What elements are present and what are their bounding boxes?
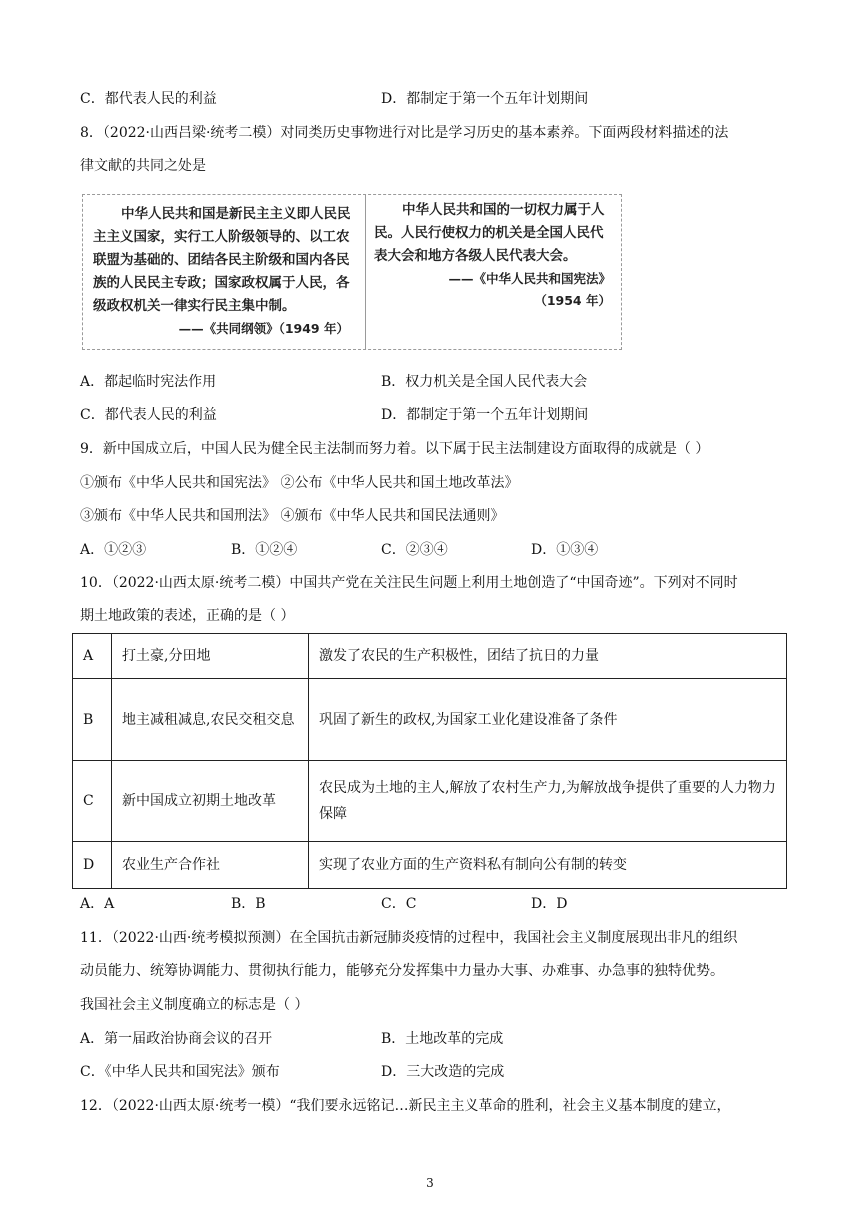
q10-row-effect: 巩固了新生的政权,为国家工业化建设准备了条件	[309, 679, 787, 761]
q11-option-b: B．土地改革的完成	[381, 1031, 504, 1047]
q11-stem-line2: 动员能力、统筹协调能力、贯彻执行能力，能够充分发挥集中力量办大事、办难事、办急事的独特优势。	[80, 963, 724, 979]
q11-option-c: C．《中华人民共和国宪法》颁布	[80, 1064, 280, 1080]
q8-passage-left-source: ——《共同纲领》（1949 年）	[178, 321, 349, 336]
q10-option-d: D．D	[531, 896, 568, 912]
q10-row-policy: 打土豪,分田地	[112, 634, 309, 679]
q8-stem-line1: 8．（2022·山西吕梁·统考二模）对同类历史事物进行对比是学习历史的基本素养。下面两段材料描述的法	[80, 125, 729, 141]
q10-row-letter: D	[73, 842, 112, 889]
q10-row-letter: C	[73, 761, 112, 842]
q8-option-c: C．都代表人民的利益	[80, 407, 217, 423]
q8-option-d: D．都制定于第一个五年计划期间	[381, 407, 589, 423]
q10-option-c: C．C	[381, 896, 417, 912]
table-row	[73, 634, 787, 679]
table-row	[73, 842, 787, 889]
q8-stem-line2: 律文献的共同之处是	[80, 158, 206, 174]
q8-passage-box	[82, 194, 622, 350]
q10-row-letter: B	[73, 679, 112, 761]
table-row	[73, 761, 787, 842]
q8-passage-right-year: （1954 年）	[534, 293, 611, 308]
q9-items-line2: ③颁布《中华人民共和国刑法》 ④颁布《中华人民共和国民法通则》	[80, 508, 505, 524]
q8-option-b: B．权力机关是全国人民代表大会	[381, 374, 588, 390]
q11-option-a: A．第一届政治协商会议的召开	[80, 1031, 273, 1047]
q10-option-a: A．A	[80, 896, 115, 912]
q8-passage-left-text: 中华人民共和国是新民主主义即人民民主主义国家，实行工人阶级领导的、以工农联盟为基础的、团结各民主阶级和国内各民族的人民民主专政；国家政权属于人民，各级政权机关一律实行民主集中制。	[93, 206, 351, 314]
q10-table	[72, 633, 787, 889]
q10-row-policy: 农业生产合作社	[112, 842, 309, 889]
table-row	[73, 679, 787, 761]
q12-stem-line1: 12．（2022·山西太原·统考一模）“我们要永远铭记…新民主主义革命的胜利，社会主义基本制度的建立，	[80, 1098, 731, 1114]
q10-option-b: B．B	[231, 896, 266, 912]
q8-passage-right-source: ——《中华人民共和国宪法》	[448, 271, 611, 286]
q10-row-letter: A	[73, 634, 112, 679]
q7-option-c: C．都代表人民的利益	[80, 91, 217, 107]
q9-option-a: A．①②③	[80, 542, 147, 558]
page-number: 3	[426, 1176, 434, 1190]
q9-stem: 9．新中国成立后，中国人民为健全民主法制而努力着。以下属于民主法制建设方面取得的成就是（ ）	[80, 441, 710, 457]
q10-row-effect: 农民成为土地的主人,解放了农村生产力,为解放战争提供了重要的人力物力保障	[309, 761, 787, 842]
q10-stem-line2: 期土地政策的表述，正确的是（ ）	[80, 608, 295, 624]
q10-row-policy: 地主减租减息,农民交租交息	[112, 679, 309, 761]
q8-passage-right-text: 中华人民共和国的一切权力属于人民。人民行使权力的机关是全国人民代表大会和地方各级人民代表大会。	[374, 202, 605, 264]
q10-row-effect: 激发了农民的生产积极性，团结了抗日的力量	[309, 634, 787, 679]
q8-passage-left	[83, 195, 366, 349]
q10-row-effect: 实现了农业方面的生产资料私有制向公有制的转变	[309, 842, 787, 889]
q9-option-d: D．①③④	[531, 542, 599, 558]
q11-option-d: D．三大改造的完成	[381, 1064, 505, 1080]
q8-option-a: A．都起临时宪法作用	[80, 374, 217, 390]
q11-stem-line1: 11．（2022·山西·统考模拟预测）在全国抗击新冠肺炎疫情的过程中，我国社会主义制度展现出非凡的组织	[80, 930, 738, 946]
q10-stem-line1: 10．（2022·山西太原·统考二模）中国共产党在关注民生问题上利用土地创造了“中国奇迹”。下列对不同时	[80, 575, 738, 591]
q9-option-c: C．②③④	[381, 542, 448, 558]
q10-row-policy: 新中国成立初期土地改革	[112, 761, 309, 842]
q7-option-d: D．都制定于第一个五年计划期间	[381, 91, 589, 107]
q11-stem-line3: 我国社会主义制度确立的标志是（ ）	[80, 997, 309, 1013]
q9-items-line1: ①颁布《中华人民共和国宪法》 ②公布《中华人民共和国土地改革法》	[80, 475, 519, 491]
q9-option-b: B．①②④	[231, 542, 298, 558]
q8-passage-right	[366, 195, 621, 349]
